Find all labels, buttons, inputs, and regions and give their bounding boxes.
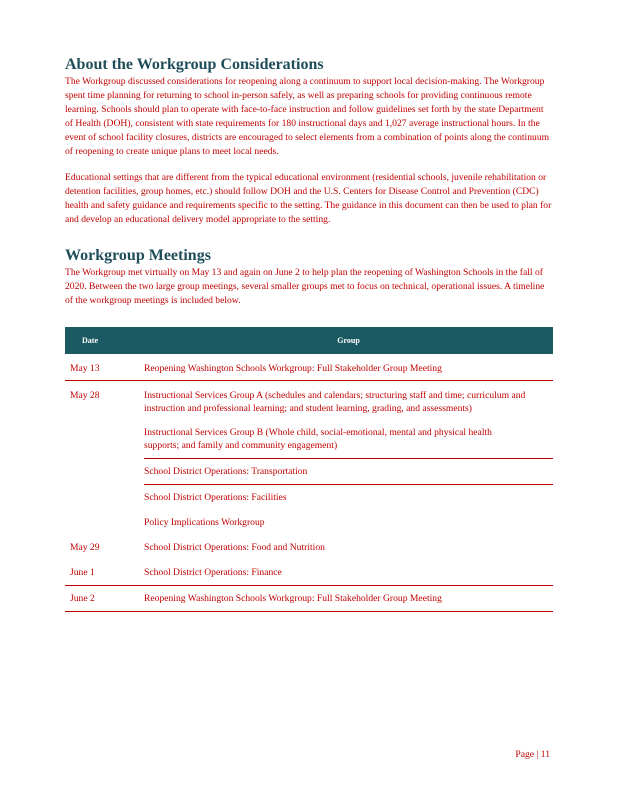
row-date: May 29 (70, 542, 100, 553)
row-group: Reopening Washington Schools Workgroup: Full Stakeholder Group Meeting (144, 586, 553, 612)
meetings-heading: Workgroup Meetings (65, 247, 211, 264)
about-paragraph-2: Educational settings that are different from the typical educational environment (residential schools, juvenile rehabilitation or detention facilities, group homes, etc.) should follow DOH and the U.S. Centers for Disease Control and Prevention (CDC) health and safety guidance and requirements specific to the setting. The guidance in this document can then be used to plan for and develop an educational delivery model appropriate to the setting. (65, 172, 552, 225)
table-row (65, 510, 553, 535)
row-group: School District Operations: Food and Nutrition (144, 542, 325, 553)
meetings-timeline-table (65, 327, 553, 612)
document-page (65, 55, 553, 612)
row-group: School District Operations: Transportation (144, 459, 553, 485)
row-date: May 13 (65, 354, 144, 381)
table-row (65, 485, 553, 511)
row-group: Reopening Washington Schools Workgroup: Full Stakeholder Group Meeting (144, 354, 553, 381)
meetings-paragraph: The Workgroup met virtually on May 13 and again on June 2 to help plan the reopening of Washington Schools in the fall of 2020. Between the two large group meetings, several smaller groups met to focus on technical, operational issues. A timeline of the workgroup meetings is included below. (65, 267, 545, 306)
table-header-row (65, 327, 553, 354)
row-date: June 1 (65, 560, 144, 586)
table-row (65, 459, 553, 485)
about-paragraph-1: The Workgroup discussed considerations for reopening along a continuum to support local decision-making. The Workgroup spent time planning for returning to school in-person safely, as well as preparing schools for providing continuous remote learning. Schools should plan to operate with face-to-face instruction and follow guidelines set forth by the state Department of Health (DOH), consistent with state requirements for 180 instructional days and 1,027 average instructional hours. In the event of school facility closures, districts are encouraged to select elements from a combination of points along the continuum of reopening to create unique plans to meet local needs. (65, 76, 550, 157)
table-row (65, 535, 553, 560)
row-group: School District Operations: Facilities (144, 492, 287, 503)
row-date: May 28 (70, 390, 100, 401)
about-heading: About the Workgroup Considerations (65, 56, 324, 73)
header-date: Date (65, 327, 144, 354)
table-row (65, 381, 553, 421)
table-row (65, 354, 553, 381)
row-group: Policy Implications Workgroup (144, 517, 265, 528)
header-group: Group (144, 327, 553, 354)
table-row (65, 586, 553, 612)
row-group: Instructional Services Group B (Whole child, social-emotional, mental and physical health supports; and family and community engagement) (144, 420, 553, 459)
paragraph-gap (65, 159, 553, 171)
table-row (65, 420, 553, 459)
row-date: June 2 (65, 586, 144, 612)
row-group: School District Operations: Finance (144, 560, 553, 586)
table-row (65, 560, 553, 586)
page-number: Page | 11 (515, 749, 550, 760)
row-group: Instructional Services Group A (schedules and calendars; structuring staff and time; curriculum and instruction and professional learning; and student learning, grading, and assessments) (144, 390, 526, 414)
